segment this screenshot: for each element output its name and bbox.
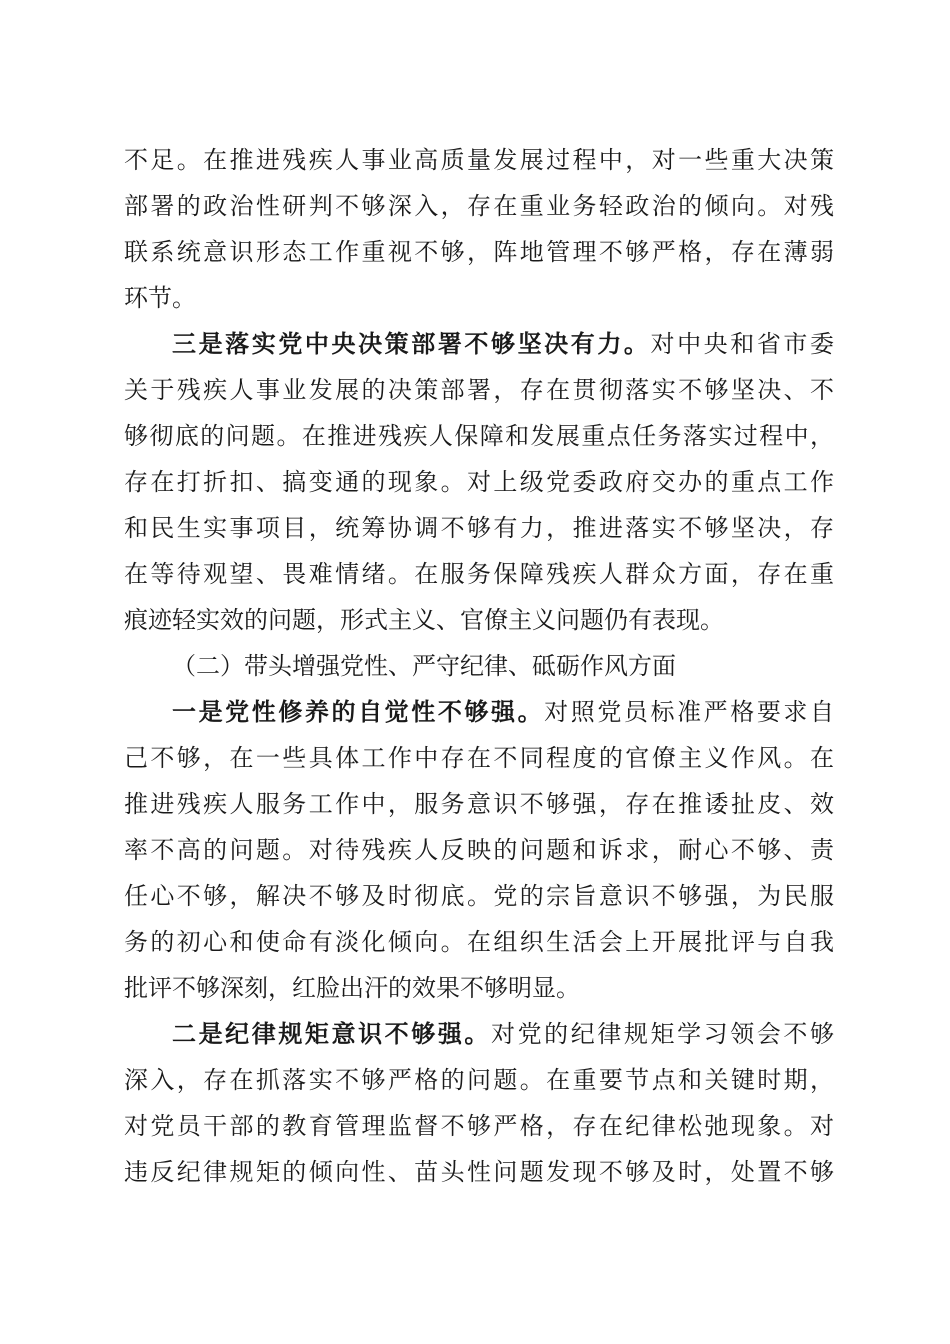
text-line: 违反纪律规矩的倾向性、苗头性问题发现不够及时，处置不够 <box>124 1158 834 1186</box>
text-line: 和民生实事项目，统筹协调不够有力，推进落实不够坚决，存 <box>124 514 834 542</box>
text-line: 关于残疾人事业发展的决策部署，存在贯彻落实不够坚决、不 <box>124 376 834 404</box>
text-line: 够彻底的问题。在推进残疾人保障和发展重点任务落实过程中， <box>124 422 834 450</box>
paragraph-lead: 一是党性修养的自觉性不够强。 <box>172 697 545 726</box>
text-line: 痕迹轻实效的问题，形式主义、官僚主义问题仍有表现。 <box>124 606 724 634</box>
paragraph-lead: 二是纪律规矩意识不够强。 <box>172 1019 491 1048</box>
text-line: 推进残疾人服务工作中，服务意识不够强，存在推诿扯皮、效 <box>124 790 834 818</box>
text-line: 批评不够深刻，红脸出汗的效果不够明显。 <box>124 974 580 1002</box>
paragraph-first-rest: 对中央和省市委 <box>650 330 834 358</box>
text-line: 对党员干部的教育管理监督不够严格，存在纪律松弛现象。对 <box>124 1112 834 1140</box>
text-line: 不足。在推进残疾人事业高质量发展过程中，对一些重大决策 <box>124 146 834 174</box>
text-line: 联系统意识形态工作重视不够，阵地管理不够严格，存在薄弱 <box>124 238 834 266</box>
text-line: 部署的政治性研判不够深入，存在重业务轻政治的倾向。对残 <box>124 192 834 220</box>
section-heading: （二）带头增强党性、严守纪律、砥砺作风方面 <box>172 652 676 680</box>
paragraph-first-rest: 对照党员标准严格要求自 <box>544 698 835 726</box>
paragraph-first-line <box>172 1014 834 1054</box>
paragraph-first-line <box>172 692 834 732</box>
text-line: 任心不够，解决不够及时彻底。党的宗旨意识不够强，为民服 <box>124 882 834 910</box>
paragraph-first-line <box>172 324 834 364</box>
text-line: 存在打折扣、搞变通的现象。对上级党委政府交办的重点工作 <box>124 468 834 496</box>
text-line: 务的初心和使命有淡化倾向。在组织生活会上开展批评与自我 <box>124 928 834 956</box>
text-line: 率不高的问题。对待残疾人反映的问题和诉求，耐心不够、责 <box>124 836 834 864</box>
text-line: 环节。 <box>124 284 196 312</box>
paragraph-lead: 三是落实党中央决策部署不够坚决有力。 <box>172 329 651 358</box>
paragraph-first-rest: 对党的纪律规矩学习领会不够 <box>491 1020 834 1048</box>
text-line: 在等待观望、畏难情绪。在服务保障残疾人群众方面，存在重 <box>124 560 834 588</box>
text-line: 己不够，在一些具体工作中存在不同程度的官僚主义作风。在 <box>124 744 834 772</box>
text-line: 深入，存在抓落实不够严格的问题。在重要节点和关键时期， <box>124 1066 834 1094</box>
